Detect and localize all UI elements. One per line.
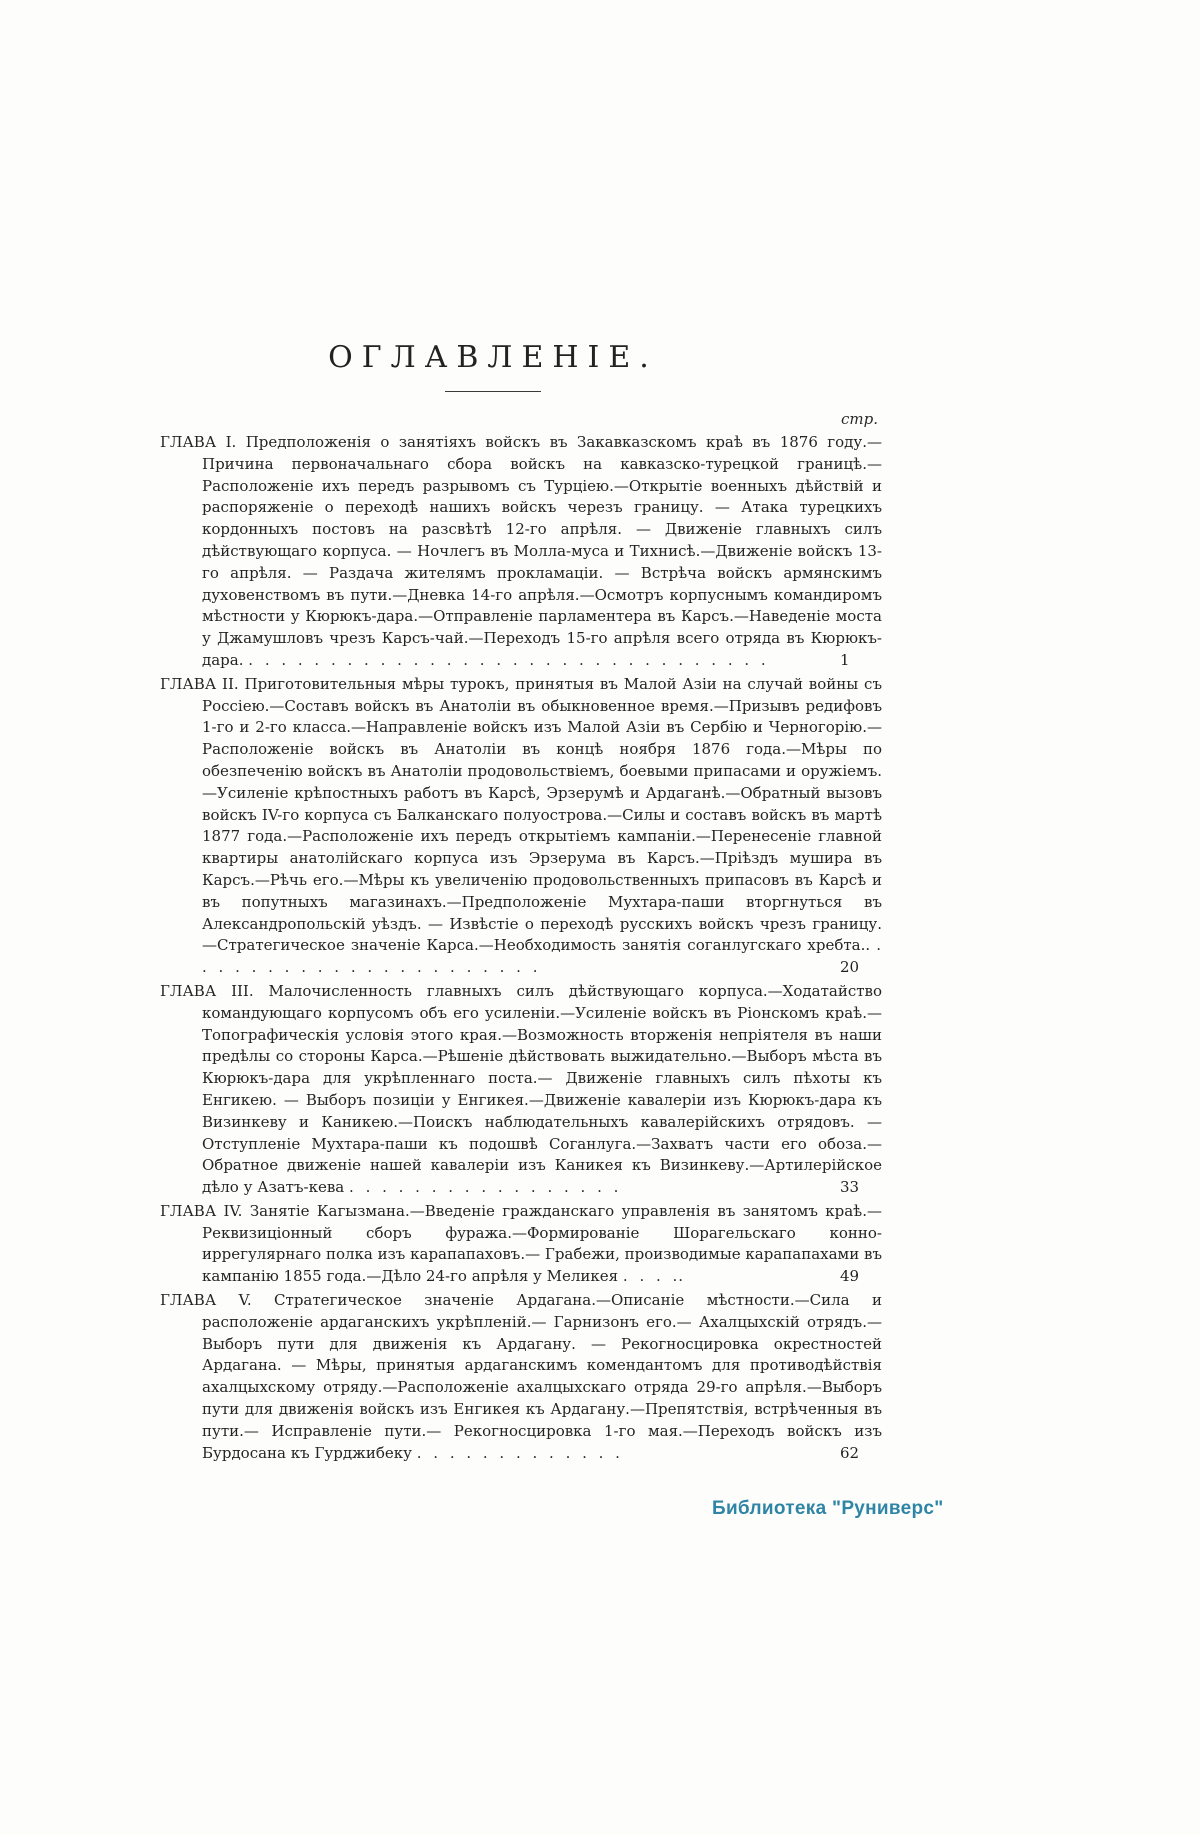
toc-entry-chapter-3 <box>160 981 882 1199</box>
library-watermark: Библиотека "Руниверс" <box>712 1498 944 1519</box>
toc-chapter-text: Приготовительныя мѣры турокъ, принятыя въ Малой Азіи на случай войны съ Россіею.—Составъ войскъ въ Анатоліи въ обыкновенное время.—Призывъ редифовъ 1-го и 2-го класса.—Направленіе войскъ изъ Малой Азіи въ Сербію и Черногорію.—Расположеніе войскъ въ Анатоліи въ концѣ ноября 1876 года.—Мѣры по обезпеченію войскъ въ Анатоліи продовольствіемъ, боевыми припасами и оружіемъ.—Усиленіе крѣпостныхъ работъ въ Карсѣ, Эрзерумѣ и Ардаганѣ.—Обратный вызовъ войскъ IV-го корпуса съ Балканскаго полуострова.—Силы и составъ войскъ въ мартѣ 1877 года.—Расположеніе ихъ передъ открытіемъ кампаніи.—Перенесеніе главной квартиры анатолійскаго корпуса изъ Эрзерума въ Карсъ.—Пріѣздъ мушира въ Карсъ.—Рѣчь его.—Мѣры къ увеличенію продовольственныхъ припасовъ въ Карсѣ и въ попутныхъ магазинахъ.—Предположеніе Мухтара-паши вторгнуться въ Александропольскій уѣздъ. — Извѣстіе о переходѣ русскихъ войскъ чрезъ границу.—Стратегическое значеніе Карса.—Необходимость занятія соганлугскаго хребта.. <box>202 674 882 955</box>
toc-dot-leader: . . . . . . . . . . . . . <box>416 1443 621 1462</box>
toc-chapter-heading: ГЛАВА V. <box>160 1291 252 1310</box>
toc-chapter-heading: ГЛАВА II. <box>160 674 239 693</box>
toc-dot-leader: . . . . . . . . . . . . . . . . . . . . . . <box>202 936 882 977</box>
title-divider <box>445 391 541 392</box>
toc-page-number: 62 <box>840 1443 860 1462</box>
page-title: ОГЛАВЛЕНІЕ. <box>328 340 658 375</box>
toc-chapter-text: Стратегическое значеніе Ардагана.—Описаніе мѣстности.—Сила и расположеніе ардаганскихъ укрѣпленій.— Гарнизонъ его.— Ахалцыхскій отрядъ.— Выборъ пути для движенія къ Ардагану. — Рекогносцировка окрестностей Ардагана. — Мѣры, принятыя ардаганскимъ комендантомъ для противодѣйствія ахалцыхскому отряду.—Расположеніе ахалцыхскаго отряда 29-го апрѣля.—Выборъ пути для движенія войскъ изъ Енгикея къ Ардагану.—Препятствія, встрѣченныя въ пути.— Исправленіе пути.— Рекогносцировка 1-го мая.—Переходъ войскъ изъ Бурдосана къ Гурджибеку <box>202 1291 882 1462</box>
toc-chapter-text: Предположенія о занятіяхъ войскъ въ Закавказскомъ краѣ въ 1876 году.—Причина первоначальнаго сбора войскъ на кавказско-турецкой границѣ.—Расположеніе ихъ передъ разрывомъ съ Турціею.—Открытіе военныхъ дѣйствій и распоряженіе о переходѣ нашихъ войскъ черезъ границу. — Атака турецкихъ кордонныхъ постовъ на разсвѣтѣ 12-го апрѣля. — Движеніе главныхъ силъ дѣйствующаго корпуса. — Ночлегъ въ Молла-муса и Тихнисѣ.—Движеніе войскъ 13-го апрѣля. — Раздача жителямъ прокламаціи. — Встрѣча войскъ армянскимъ духовенствомъ въ пути.—Дневка 14-го апрѣля.—Осмотръ корпуснымъ командиромъ мѣстности у Кюрюкъ-дара.—Отправленіе парламентера въ Карсъ.—Наведеніе моста у Джамушловъ чрезъ Карсъ-чай.—Переходъ 15-го апрѣля всего отряда въ Кюрюкъ-дара. <box>202 433 882 669</box>
table-of-contents <box>160 432 882 1464</box>
toc-page-number: 33 <box>840 1178 860 1197</box>
toc-entry-chapter-2 <box>160 674 882 979</box>
toc-chapter-text: Малочисленность главныхъ силъ дѣйствующаго корпуса.—Ходатайство командующаго корпусомъ объ его усиленіи.—Усиленіе войскъ въ Ріонскомъ краѣ.—Топографическія условія этого края.—Возможность вторженія непріятеля въ наши предѣлы со стороны Карса.—Рѣшеніе дѣйствовать выжидательно.—Выборъ мѣста въ Кюрюкъ-дара для укрѣпленнаго поста.— Движеніе главныхъ силъ пѣхоты къ Енгикею. — Выборъ позиціи у Енгикея.—Движеніе кавалеріи изъ Кюрюкъ-дара къ Визинкеву и Каникею.—Поискъ наблюдательныхъ кавалерійскихъ отрядовъ. — Отступленіе Мухтара-паши къ подошвѣ Соганлуга.—Захватъ части его обоза.—Обратное движеніе нашей кавалеріи изъ Каникея къ Визинкеву.—Артилерійское дѣло у Азатъ-кева <box>202 981 882 1197</box>
toc-page-number: 49 <box>840 1267 860 1286</box>
content-column <box>160 340 882 1466</box>
toc-dot-leader: . . . . . . . . . . . . . . . . . <box>349 1178 620 1197</box>
toc-dot-leader: . . . . . . . . . . . . . . . . . . . . . . . . . . . . . . . . <box>248 650 767 669</box>
toc-chapter-heading: ГЛАВА IV. <box>160 1201 243 1220</box>
toc-entry-chapter-5 <box>160 1290 882 1464</box>
toc-entry-chapter-4 <box>160 1201 882 1288</box>
toc-dot-leader: . . . .. <box>622 1267 685 1286</box>
toc-page-number: 1 <box>840 650 850 669</box>
toc-chapter-heading: ГЛАВА I. <box>160 433 237 451</box>
toc-entry-chapter-1 <box>160 432 882 672</box>
page-column-label: стр. <box>841 410 878 428</box>
toc-page-number: 20 <box>840 958 860 977</box>
toc-chapter-heading: ГЛАВА III. <box>160 981 254 1000</box>
toc-chapter-text: Занятіе Кагызмана.—Введеніе гражданскаго управленія въ занятомъ краѣ.—Реквизиціонный сборъ фуража.—Формированіе Шорагельскаго конно-иррегулярнаго полка изъ карапапаховъ.— Грабежи, производимые карапапахами въ кампанію 1855 года.—Дѣло 24-го апрѣля у Меликея <box>202 1201 882 1286</box>
